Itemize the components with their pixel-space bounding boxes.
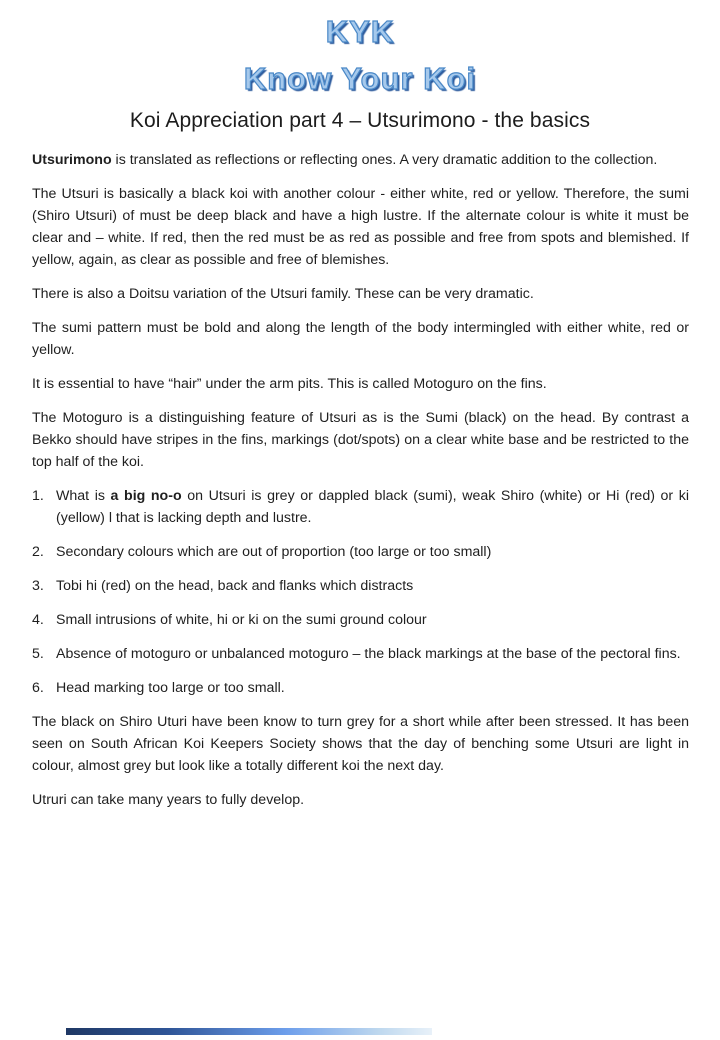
list-text-1-pre: What is — [56, 488, 111, 504]
numbered-list — [32, 485, 689, 699]
term-utsurimono: Utsurimono — [32, 152, 112, 168]
list-item-4 — [32, 609, 689, 631]
list-number-5: 5. — [32, 646, 44, 662]
paragraph-utsuri-description: The Utsuri is basically a black koi with another colour - either white, red or yellow. Therefore, the sumi (Shiro Utsuri) of must be deep black and have a high lustre. If the alternate colour is white it must be clear and – white. If red, then the red must be as red as possible and free from spots and blemished. If yellow, again, as clear as possible and free of blemishes. — [32, 186, 689, 268]
list-number-4: 4. — [32, 612, 44, 628]
list-text-4: Small intrusions of white, hi or ki on the sumi ground colour — [56, 612, 427, 628]
paragraph-motoguro-feature: The Motoguro is a distinguishing feature of Utsuri as is the Sumi (black) on the head. By contrast a Bekko should have stripes in the fins, markings (dot/spots) on a clear white base and be restricted to the top half of the koi. — [32, 410, 689, 470]
list-item-6 — [32, 677, 689, 699]
paragraph-intro-text: is translated as reflections or reflecting ones. A very dramatic addition to the collection. — [111, 152, 658, 168]
paragraph-shiro-uturi-grey: The black on Shiro Uturi have been know to turn grey for a short while after been stressed. It has been seen on South African Koi Keepers Society shows that the day of benching some Utsuri are light in colour, almost grey but look like a totally different koi the next day. — [32, 714, 689, 774]
list-text-1-post: on Utsuri is grey or dappled black (sumi), weak Shiro (white) or Hi (red) or ki (yellow) l that is lacking depth and lustre. — [56, 488, 689, 526]
document-header — [0, 0, 720, 133]
paragraph-develop-years: Utruri can take many years to fully develop. — [32, 792, 305, 808]
logo-line-kyk: KYK — [325, 14, 395, 49]
paragraph-sumi-pattern: The sumi pattern must be bold and along the length of the body intermingled with either white, red or yellow. — [32, 320, 689, 358]
document-body — [32, 149, 689, 811]
list-item-2 — [32, 541, 689, 563]
page-title: Koi Appreciation part 4 – Utsurimono - the basics — [129, 109, 591, 132]
paragraph-intro — [32, 149, 689, 171]
list-number-1: 1. — [32, 488, 44, 504]
list-item-5 — [32, 643, 689, 665]
paragraph-hair-armpits: It is essential to have “hair” under the arm pits. This is called Motoguro on the fins. — [32, 376, 547, 392]
paragraph-doitsu-variation: There is also a Doitsu variation of the Utsuri family. These can be very dramatic. — [32, 286, 534, 302]
list-text-1 — [56, 485, 689, 529]
term-big-no-o: a big no-o — [110, 488, 182, 504]
list-number-6: 6. — [32, 680, 44, 696]
list-item-3 — [32, 575, 689, 597]
list-text-6: Head marking too large or too small. — [56, 680, 285, 696]
logo-line-know-your-koi: Know Your Koi — [243, 61, 477, 96]
footer-accent-bar — [66, 1028, 432, 1035]
list-text-3: Tobi hi (red) on the head, back and flanks which distracts — [56, 578, 414, 594]
list-item-1 — [32, 485, 689, 529]
list-number-3: 3. — [32, 578, 44, 594]
list-text-2: Secondary colours which are out of proportion (too large or too small) — [56, 544, 492, 560]
list-number-2: 2. — [32, 544, 44, 560]
list-text-5: Absence of motoguro or unbalanced motoguro – the black markings at the base of the pectoral fins. — [56, 646, 681, 662]
